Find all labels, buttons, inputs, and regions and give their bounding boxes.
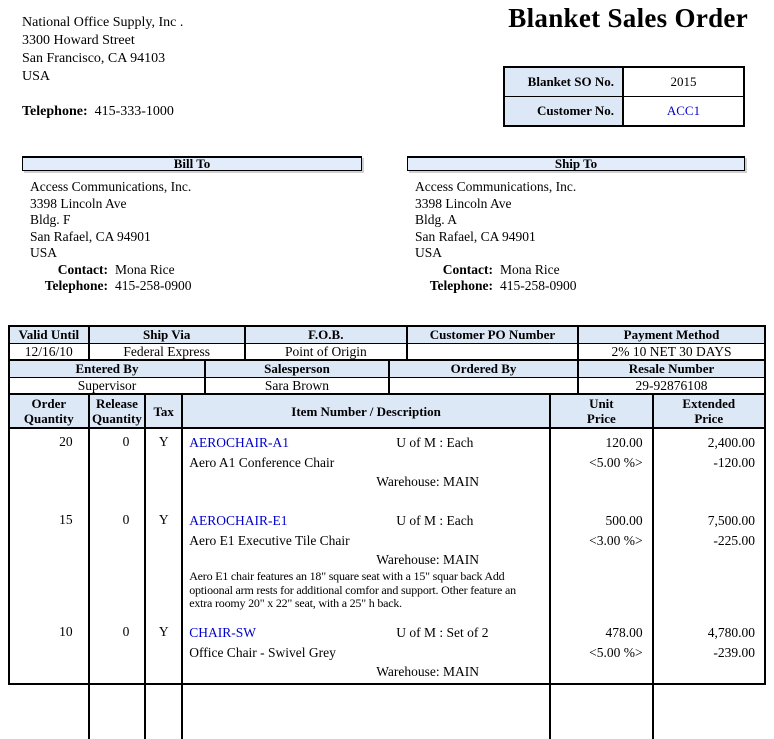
release-quantity-header-line1: Release [95, 396, 138, 411]
extended-price-header [654, 395, 764, 427]
release-quantity-header [90, 395, 147, 427]
ship-to-contact-value: Mona Rice [500, 261, 560, 277]
item-description-cell [183, 429, 551, 507]
resale-number-header: Resale Number [579, 361, 764, 377]
ship-to-line: 3398 Lincoln Ave [415, 195, 512, 211]
bill-to-block [30, 179, 192, 295]
bill-to-line: 3398 Lincoln Ave [30, 195, 127, 211]
order-quantity-header-line2: Quantity [23, 411, 74, 426]
bill-to-header: Bill To [22, 156, 362, 171]
warehouse-text: Warehouse: MAIN [376, 664, 479, 679]
unit-price-value: 500.00 [605, 513, 643, 528]
salesperson-value: Sara Brown [206, 378, 390, 393]
company-address-1: 3300 Howard Street [22, 33, 135, 48]
item-number-line [189, 624, 549, 644]
tax-value: Y [146, 619, 183, 739]
ordered-by-value [390, 378, 579, 393]
salesperson-header: Salesperson [206, 361, 390, 377]
so-number-label: Blanket SO No. [505, 68, 624, 96]
ship-to-phone-value: 415-258-0900 [500, 278, 577, 293]
company-phone-value: 415-333-1000 [94, 104, 174, 119]
customer-po-header: Customer PO Number [408, 327, 579, 343]
bill-to-phone-label: Telephone: [44, 278, 108, 293]
item-number-link[interactable]: CHAIR-SW [189, 625, 256, 640]
bill-to-line: USA [30, 245, 58, 260]
item-description-text: Office Chair - Swivel Grey [189, 645, 336, 660]
ship-to-contact-row [415, 262, 577, 279]
terms-value-row-1 [10, 344, 764, 361]
warehouse-text: Warehouse: MAIN [376, 474, 479, 489]
release-quantity-value: 0 [90, 619, 147, 739]
extended-price-value: 7,500.00 [707, 513, 755, 528]
ship-to-block [415, 179, 577, 295]
valid-until-header: Valid Until [10, 327, 90, 343]
company-block [22, 14, 183, 121]
items-header-row [10, 395, 764, 429]
table-row [10, 429, 764, 507]
entered-by-value: Supervisor [10, 378, 206, 393]
extended-discount-value: -225.00 [713, 533, 755, 548]
unit-price-value: 478.00 [605, 625, 643, 640]
company-address-3: USA [22, 69, 51, 84]
release-quantity-value: 0 [90, 429, 147, 507]
order-quantity-value: 10 [10, 619, 90, 739]
ship-to-line: Bldg. A [415, 212, 458, 227]
unit-price-header-line2: Price [586, 411, 616, 426]
ship-to-line: Access Communications, Inc. [415, 179, 577, 194]
payment-method-header: Payment Method [579, 327, 764, 343]
order-quantity-header [10, 395, 90, 427]
terms-value-row-2 [10, 378, 764, 395]
fob-value: Point of Origin [246, 344, 408, 359]
extended-price-value: 4,780.00 [707, 625, 755, 640]
item-long-description: Aero E1 chair features an 18" square seat with a 15" squar back Add optioonal arm rests for additional comfor and support. Other feature an extra roomy 20" x 22" seat, with a 25" h back. [189, 569, 516, 610]
item-number-line [189, 512, 549, 532]
ordered-by-header: Ordered By [390, 361, 579, 377]
item-description-cell [183, 619, 551, 739]
payment-method-value: 2% 10 NET 30 DAYS [611, 343, 732, 359]
table-row [10, 507, 764, 619]
page-title: Blanket Sales Order [508, 3, 748, 33]
unit-of-measure: U of M : Each [396, 435, 474, 450]
company-name: National Office Supply, Inc . [22, 15, 184, 30]
unit-of-measure: U of M : Each [396, 513, 474, 528]
order-quantity-header-line1: Order [31, 396, 67, 411]
extended-price-header-line1: Extended [682, 396, 736, 411]
unit-price-cell [551, 619, 653, 739]
bill-to-contact-value: Mona Rice [115, 261, 175, 277]
company-phone-label: Telephone: [22, 104, 88, 119]
order-details-table [8, 325, 766, 685]
unit-price-cell [551, 429, 653, 507]
ship-to-contact-label: Contact: [442, 261, 493, 277]
tax-value: Y [146, 507, 183, 619]
table-row [10, 619, 764, 739]
bill-to-contact-label: Contact: [57, 261, 108, 277]
extended-price-cell [654, 429, 764, 507]
ship-to-phone-row [415, 278, 577, 295]
unit-price-header-line1: Unit [589, 396, 614, 411]
ship-via-header: Ship Via [90, 327, 246, 343]
tax-value: Y [146, 429, 183, 507]
item-number-link[interactable]: AEROCHAIR-E1 [189, 513, 288, 528]
ship-to-line: San Rafael, CA 94901 [415, 228, 536, 244]
extended-price-cell [654, 619, 764, 739]
warehouse-text: Warehouse: MAIN [376, 552, 479, 567]
item-description-header: Item Number / Description [183, 395, 551, 427]
valid-until-value: 12/16/10 [10, 344, 90, 359]
bill-to-line: Bldg. F [30, 212, 71, 227]
item-number-link[interactable]: AEROCHAIR-A1 [189, 435, 289, 450]
discount-percent: <5.00 %> [589, 645, 643, 660]
bill-to-line: San Rafael, CA 94901 [30, 228, 151, 244]
ship-to-header: Ship To [407, 156, 745, 171]
entered-by-header: Entered By [10, 361, 206, 377]
unit-price-header [551, 395, 653, 427]
company-address-2: San Francisco, CA 94103 [22, 51, 166, 66]
release-quantity-header-line2: Quantity [92, 411, 142, 426]
extended-price-header-line2: Price [694, 411, 724, 426]
customer-number-row [505, 96, 743, 125]
customer-number-link[interactable]: ACC1 [666, 103, 701, 118]
extended-price-cell [654, 507, 764, 619]
order-quantity-value: 20 [10, 429, 90, 507]
ship-via-value: Federal Express [90, 344, 246, 359]
bill-to-phone-value: 415-258-0900 [115, 278, 192, 293]
discount-percent: <3.00 %> [589, 533, 643, 548]
item-description-cell [183, 507, 551, 619]
order-info-table [503, 66, 745, 127]
customer-po-value [408, 344, 579, 359]
resale-number-value: 29-92876108 [635, 377, 708, 393]
extended-price-value: 2,400.00 [707, 435, 755, 450]
unit-of-measure: U of M : Set of 2 [396, 625, 489, 640]
item-description-text: Aero E1 Executive Tile Chair [189, 533, 350, 548]
item-number-line [189, 434, 549, 454]
release-quantity-value: 0 [90, 507, 147, 619]
order-quantity-value: 15 [10, 507, 90, 619]
so-number-row [505, 68, 743, 96]
customer-number-label: Customer No. [505, 97, 624, 125]
tax-header: Tax [146, 395, 183, 427]
ship-to-line: USA [415, 245, 443, 260]
fob-header: F.O.B. [246, 327, 408, 343]
company-phone-row [22, 103, 183, 121]
unit-price-cell [551, 507, 653, 619]
bill-to-contact-row [30, 262, 192, 279]
discount-percent: <5.00 %> [589, 455, 643, 470]
terms-header-row-2 [10, 361, 764, 378]
unit-price-value: 120.00 [605, 435, 643, 450]
bill-to-line: Access Communications, Inc. [30, 179, 192, 194]
so-number-value: 2015 [670, 74, 697, 89]
bill-to-phone-row [30, 278, 192, 295]
terms-header-row-1 [10, 327, 764, 344]
extended-discount-value: -120.00 [713, 455, 755, 470]
ship-to-phone-label: Telephone: [429, 278, 493, 293]
extended-discount-value: -239.00 [713, 645, 755, 660]
item-description-text: Aero A1 Conference Chair [189, 455, 335, 470]
